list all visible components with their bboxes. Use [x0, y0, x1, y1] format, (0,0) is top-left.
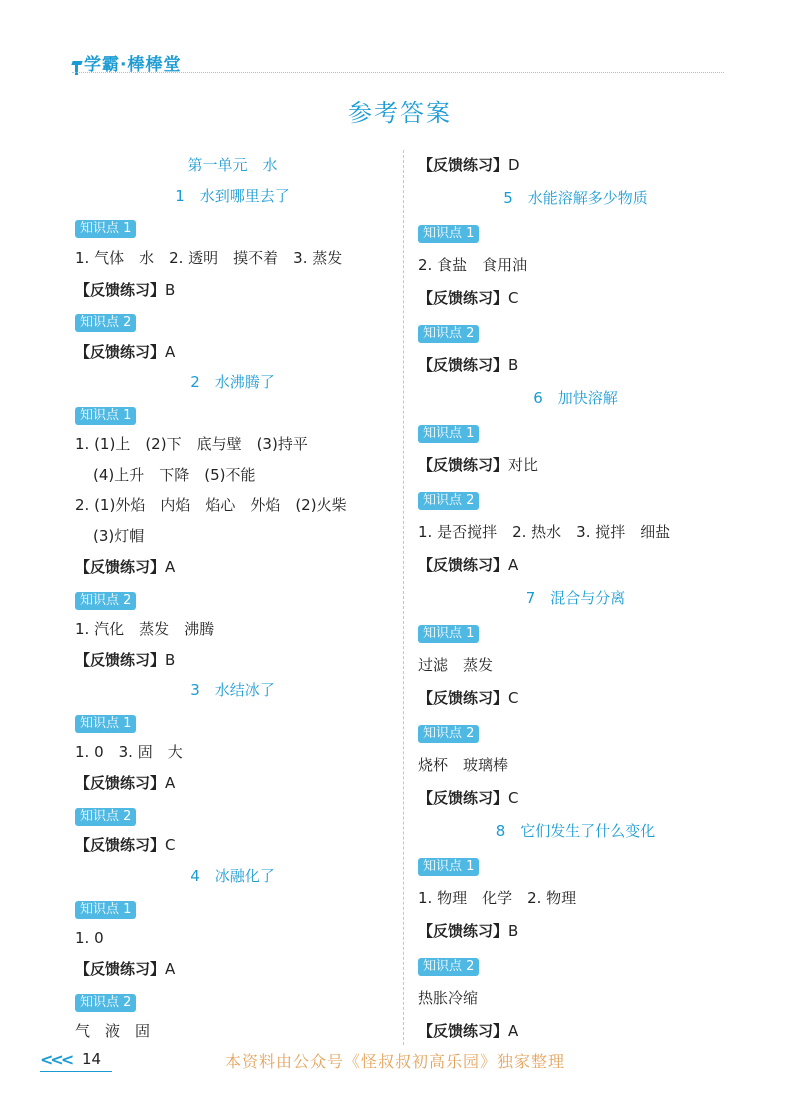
- feedback-answer: 【反馈练习】A: [418, 1022, 519, 1040]
- knowledge-point-badge: 知识点 1: [418, 625, 479, 643]
- knowledge-point-badge: 知识点 2: [75, 994, 136, 1012]
- knowledge-point-badge: 知识点 1: [75, 901, 136, 919]
- lesson-heading: 2 水沸腾了: [190, 373, 275, 391]
- answer-line: (3)灯帽: [93, 527, 145, 545]
- knowledge-point-badge: 知识点 2: [418, 492, 479, 510]
- lesson-heading: 8 它们发生了什么变化: [495, 822, 656, 840]
- feedback-answer: 【反馈练习】B: [75, 651, 176, 669]
- feedback-answer: 【反馈练习】A: [75, 558, 176, 576]
- knowledge-point-badge: 知识点 2: [418, 325, 479, 343]
- knowledge-point-badge: 知识点 1: [75, 407, 136, 425]
- chevron-left-icon: <<<: [40, 1050, 72, 1069]
- header-divider: [72, 72, 724, 73]
- lesson-heading: 3 水结冰了: [190, 681, 275, 699]
- lesson-heading: 7 混合与分离: [525, 589, 626, 607]
- feedback-answer: 【反馈练习】C: [418, 689, 519, 707]
- answer-line: 1. (1)上 (2)下 底与壁 (3)持平: [75, 435, 308, 453]
- answer-line: 1. 是否搅拌 2. 热水 3. 搅拌 细盐: [418, 523, 671, 541]
- knowledge-point-badge: 知识点 1: [418, 225, 479, 243]
- feedback-answer: 【反馈练习】A: [75, 343, 176, 361]
- feedback-answer: 【反馈练习】C: [418, 289, 519, 307]
- feedback-answer: 【反馈练习】C: [75, 836, 176, 854]
- feedback-answer: 【反馈练习】A: [418, 556, 519, 574]
- feedback-answer: 【反馈练习】A: [75, 960, 176, 978]
- feedback-answer: 【反馈练习】C: [418, 789, 519, 807]
- knowledge-point-badge: 知识点 1: [75, 715, 136, 733]
- answer-line: 2. 食盐 食用油: [418, 256, 528, 274]
- answer-line: 1. 汽化 蒸发 沸腾: [75, 620, 215, 638]
- answer-line: 热胀冷缩: [418, 989, 479, 1007]
- lesson-heading: 5 水能溶解多少物质: [503, 189, 648, 207]
- knowledge-point-badge: 知识点 1: [418, 425, 479, 443]
- lesson-heading: 6 加快溶解: [533, 389, 618, 407]
- feedback-answer: 【反馈练习】A: [75, 774, 176, 792]
- feedback-answer: 【反馈练习】B: [418, 356, 519, 374]
- lesson-heading: 1 水到哪里去了: [175, 187, 290, 205]
- answer-line: 1. 0: [75, 929, 104, 947]
- lesson-heading: 4 冰融化了: [190, 867, 275, 885]
- answer-line: 1. 0 3. 固 大: [75, 743, 183, 761]
- feedback-answer: 【反馈练习】D: [418, 156, 520, 174]
- feedback-answer: 【反馈练习】对比: [418, 456, 539, 474]
- watermark-text: 本资料由公众号《怪叔叔初高乐园》独家整理: [225, 1052, 566, 1071]
- answer-line: 烧杯 玻璃棒: [418, 756, 509, 774]
- answer-line: 2. (1)外焰 内焰 焰心 外焰 (2)火柴: [75, 496, 347, 514]
- knowledge-point-badge: 知识点 2: [75, 314, 136, 332]
- knowledge-point-badge: 知识点 2: [75, 592, 136, 610]
- feedback-answer: 【反馈练习】B: [75, 281, 176, 299]
- page-number: 14: [82, 1050, 102, 1068]
- answer-line: 气 液 固: [75, 1022, 151, 1040]
- brand-text: 学霸·棒棒堂: [84, 55, 182, 75]
- page-title: 参考答案: [348, 99, 452, 127]
- answer-line: 1. 气体 水 2. 透明 摸不着 3. 蒸发: [75, 249, 343, 267]
- answer-line: 过滤 蒸发: [418, 656, 494, 674]
- footer-divider: [40, 1071, 112, 1072]
- unit-heading: 第一单元 水: [187, 156, 278, 174]
- knowledge-point-badge: 知识点 2: [418, 725, 479, 743]
- knowledge-point-badge: 知识点 1: [418, 858, 479, 876]
- answer-line: (4)上升 下降 (5)不能: [93, 466, 256, 484]
- feedback-answer: 【反馈练习】B: [418, 922, 519, 940]
- knowledge-point-badge: 知识点 1: [75, 220, 136, 238]
- knowledge-point-badge: 知识点 2: [75, 808, 136, 826]
- answer-line: 1. 物理 化学 2. 物理: [418, 889, 577, 907]
- knowledge-point-badge: 知识点 2: [418, 958, 479, 976]
- column-divider: [403, 150, 404, 1045]
